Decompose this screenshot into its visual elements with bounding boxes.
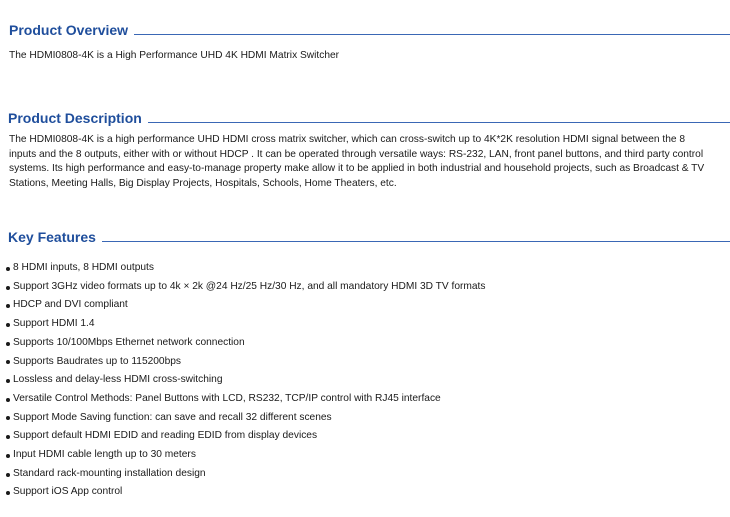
features-list [6,259,485,502]
list-item [6,465,485,484]
list-item [6,353,485,372]
description-body [9,133,709,191]
description-line: inputs and the 8 outputs, either with or without HDCP . It can be operated through versatile ways: RS-232, LAN, front panel buttons, and third party control [9,148,704,160]
bullet-icon [6,416,10,420]
list-item [6,278,485,297]
list-item [6,483,485,502]
feature-text: Support HDMI 1.4 [13,318,95,330]
bullet-icon [6,323,10,327]
overview-heading: Product Overview [9,22,129,38]
feature-text: Input HDMI cable length up to 30 meters [13,449,196,461]
bullet-icon [6,342,10,346]
list-item [6,259,485,278]
overview-text: The HDMI0808-4K is a High Performance UHD 4K HDMI Matrix Switcher [9,50,340,61]
feature-text: Standard rack-mounting installation design [13,467,206,479]
bullet-icon [6,267,10,271]
features-header [8,225,730,245]
bullet-icon [6,360,10,364]
description-line: Stations, Meeting Halls, Big Display Projects, Hospitals, Schools, Home Theaters, etc. [9,177,397,189]
bullet-icon [6,379,10,383]
description-line: The HDMI0808-4K is a high performance UHD HDMI cross matrix switcher, which can cross-switch up to 4K*2K resolution HDMI signal between the 8 [9,134,686,145]
list-item [6,427,485,446]
list-item [6,315,485,334]
list-item [6,446,485,465]
list-item [6,334,485,353]
features-divider [102,241,730,242]
features-heading: Key Features [8,229,96,245]
bullet-icon [6,473,10,477]
feature-text: Versatile Control Methods: Panel Buttons with LCD, RS232, TCP/IP control with RJ45 interface [13,392,441,404]
bullet-icon [6,304,10,308]
feature-text: 8 HDMI inputs, 8 HDMI outputs [13,262,154,273]
overview-divider [134,34,730,35]
list-item [6,409,485,428]
description-line: systems. Its high performance and easy-to-manage property make allow it to be applied in both industrial and household projects, such as Broadcast & TV [9,163,705,174]
feature-text: Support 3GHz video formats up to 4k × 2k @24 Hz/25 Hz/30 Hz, and all mandatory HDMI 3D TV formats [13,280,486,292]
feature-text: Support iOS App control [13,486,123,498]
feature-text: Lossless and delay-less HDMI cross-switching [13,374,223,386]
bullet-icon [6,454,10,458]
overview-header [9,18,730,38]
bullet-icon [6,435,10,439]
bullet-icon [6,491,10,495]
list-item [6,371,485,390]
bullet-icon [6,398,10,402]
feature-text: HDCP and DVI compliant [13,299,128,311]
feature-text: Support default HDMI EDID and reading EDID from display devices [13,430,318,442]
feature-text: Support Mode Saving function: can save and recall 32 different scenes [13,411,332,423]
feature-text: Supports Baudrates up to 115200bps [13,355,182,367]
list-item [6,390,485,409]
description-divider [148,122,730,123]
list-item [6,296,485,315]
bullet-icon [6,286,10,290]
feature-text: Supports 10/100Mbps Ethernet network connection [13,336,245,348]
description-heading: Product Description [8,110,142,126]
description-header [8,106,730,126]
